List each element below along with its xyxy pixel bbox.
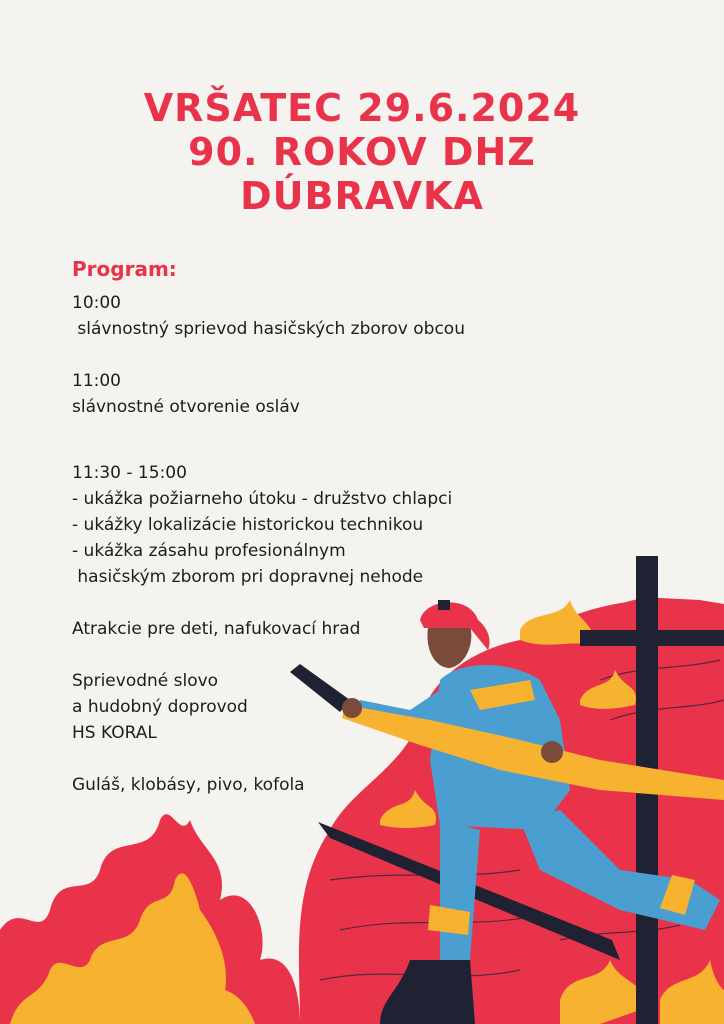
program-section <box>72 256 542 798</box>
music-line-2: a hudobný doprovod <box>72 697 248 717</box>
food-text: Guláš, klobásy, pivo, kofola <box>72 775 305 795</box>
title-line-3: DÚBRAVKA <box>240 174 484 218</box>
time-3: 11:30 - 15:00 <box>72 463 187 483</box>
hand-back <box>541 741 563 763</box>
attractions-text: Atrakcie pre deti, nafukovací hrad <box>72 619 361 639</box>
program-item-1: slávnostný sprievod hasičských zborov obcou <box>72 319 465 339</box>
music-line-3: HS KORAL <box>72 723 157 743</box>
beam-horizontal <box>580 630 724 646</box>
title-line-1: VRŠATEC 29.6.2024 <box>143 86 581 130</box>
program-item-3c: - ukážka zásahu profesionálnym <box>72 541 346 561</box>
program-item-2: slávnostné otvorenie osláv <box>72 397 300 417</box>
music-line-1: Sprievodné slovo <box>72 671 219 691</box>
title-line-2: 90. ROKOV DHZ <box>188 130 536 174</box>
program-item-3b: - ukážky lokalizácie historickou technikou <box>72 515 424 535</box>
program-item-3a: - ukážka požiarneho útoku - družstvo chlapci <box>72 489 453 509</box>
time-1: 10:00 <box>72 293 121 313</box>
program-heading: Program: <box>72 257 177 281</box>
program-item-3d: hasičským zborom pri dopravnej nehode <box>72 567 424 587</box>
time-2: 11:00 <box>72 371 121 391</box>
